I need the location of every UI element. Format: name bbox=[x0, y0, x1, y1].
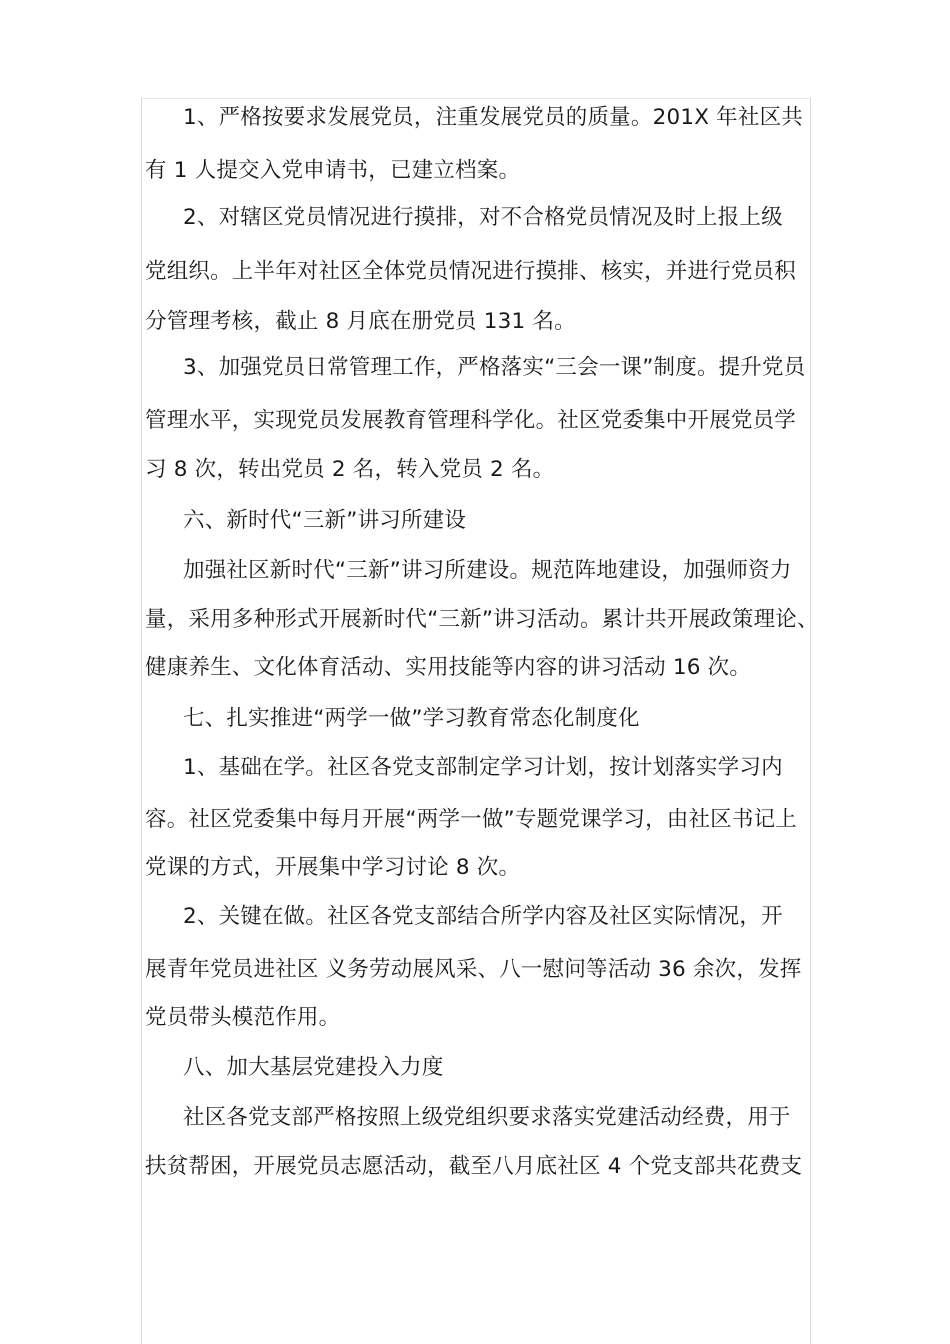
text-line: 3、加强党员日常管理工作，严格落实“三会一课”制度。提升党员 bbox=[183, 355, 806, 380]
text-line: 展青年党员进社区 义务劳动展风采、八一慰问等活动 36 余次，发挥 bbox=[145, 957, 802, 982]
text-line: 容。社区党委集中每月开展“两学一做”专题党课学习，由社区书记上 bbox=[145, 807, 797, 832]
section-heading: 七、扎实推进“两学一做”学习教育常态化制度化 bbox=[183, 706, 640, 731]
text-line: 扶贫帮困，开展党员志愿活动，截至八月底社区 4 个党支部共花费支 bbox=[145, 1154, 803, 1179]
section-heading: 六、新时代“三新”讲习所建设 bbox=[183, 508, 467, 533]
section-heading: 八、加大基层党建投入力度 bbox=[183, 1055, 444, 1080]
text-line: 1、基础在学。社区各党支部制定学习计划，按计划落实学习内 bbox=[183, 755, 783, 780]
page-border-top bbox=[141, 98, 811, 99]
text-line: 党员带头模范作用。 bbox=[145, 1005, 341, 1030]
text-line: 党课的方式，开展集中学习讨论 8 次。 bbox=[145, 855, 521, 880]
text-line: 1、严格按要求发展党员，注重发展党员的质量。201X 年社区共 bbox=[183, 105, 803, 130]
text-line: 2、对辖区党员情况进行摸排，对不合格党员情况及时上报上级 bbox=[183, 205, 783, 230]
text-line: 量，采用多种形式开展新时代“三新”讲习活动。累计共开展政策理论、 bbox=[145, 607, 819, 632]
text-line: 有 1 人提交入党申请书，已建立档案。 bbox=[145, 158, 521, 183]
text-line: 加强社区新时代“三新”讲习所建设。规范阵地建设，加强师资力 bbox=[183, 558, 792, 583]
text-line: 2、关键在做。社区各党支部结合所学内容及社区实际情况，开 bbox=[183, 904, 783, 929]
page-border-left bbox=[141, 98, 142, 1344]
text-line: 党组织。上半年对社区全体党员情况进行摸排、核实，并进行党员积 bbox=[145, 259, 797, 284]
text-line: 习 8 次，转出党员 2 名，转入党员 2 名。 bbox=[145, 457, 555, 482]
text-line: 健康养生、文化体育活动、实用技能等内容的讲习活动 16 次。 bbox=[145, 655, 752, 680]
text-line: 管理水平，实现党员发展教育管理科学化。社区党委集中开展党员学 bbox=[145, 408, 797, 433]
text-line: 分管理考核，截止 8 月底在册党员 131 名。 bbox=[145, 309, 576, 334]
page-border-right bbox=[810, 98, 811, 1344]
text-line: 社区各党支部严格按照上级党组织要求落实党建活动经费，用于 bbox=[183, 1105, 791, 1130]
